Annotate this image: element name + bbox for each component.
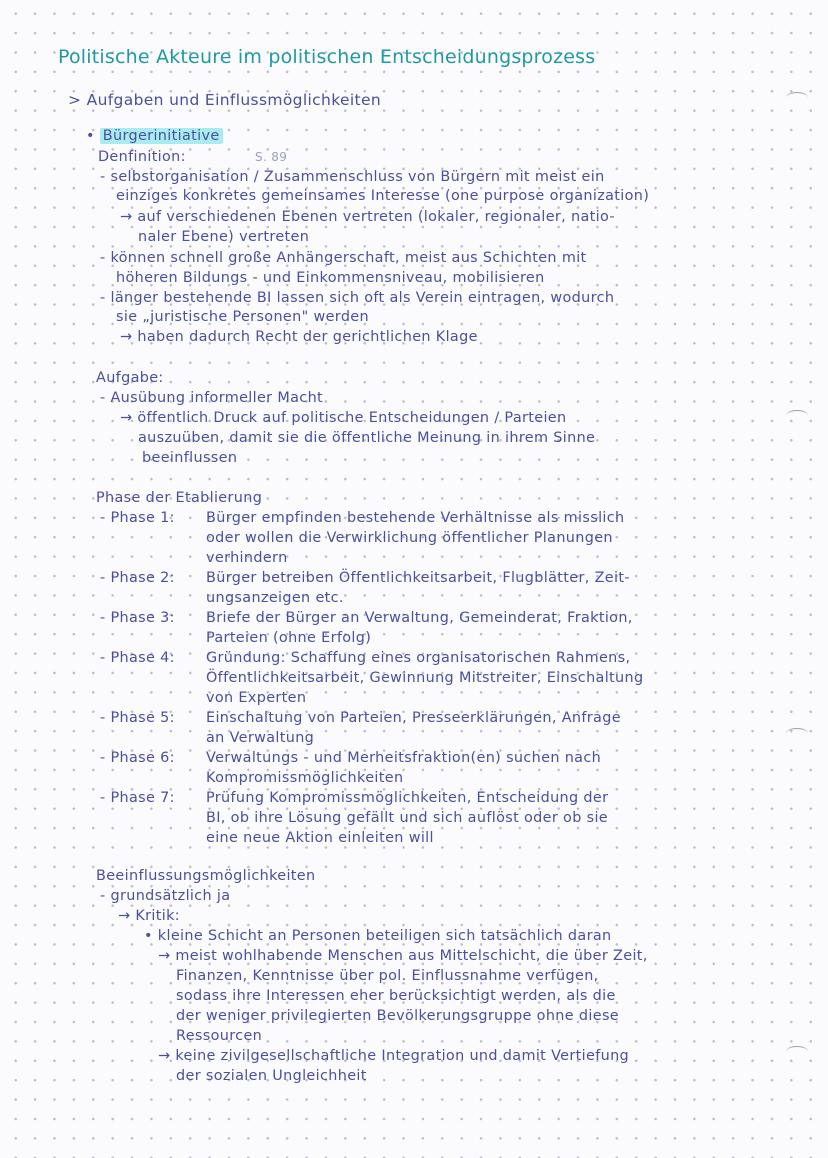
arrow-icon: → xyxy=(158,1048,171,1064)
aufgabe-line: → öffentlich Druck auf politische Entscheidungen / Parteien xyxy=(120,410,567,426)
page-reference: S. 89 xyxy=(255,150,288,164)
kritik-line: Finanzen, Kenntnisse über pol. Einflussnahme verfügen, xyxy=(176,968,599,984)
aufgabe-line: auszuüben, damit sie die öffentliche Meinung in ihrem Sinne xyxy=(138,430,596,446)
phase-text: Verwaltungs - und Merheitsfraktion(en) suchen nach xyxy=(206,750,602,766)
definition-line: → auf verschiedenen Ebenen vertreten (lokaler, regionaler, natio- xyxy=(120,209,615,225)
phase-3: - Phase 3: xyxy=(100,610,175,626)
phase-1: - Phase 1: xyxy=(100,510,175,526)
aufgabe-heading: Aufgabe: xyxy=(96,370,164,386)
phase-4: - Phase 4: xyxy=(100,650,175,666)
kritik-line: → meist wohlhabende Menschen aus Mittelschicht, die über Zeit, xyxy=(158,948,648,964)
definition-line: einziges konkretes gemeinsames Interesse (one purpose organization) xyxy=(116,188,650,204)
phase-text: Bürger betreiben Öffentlichkeitsarbeit, Flugblätter, Zeit- xyxy=(206,570,630,586)
phase-text: Öffentlichkeitsarbeit, Gewinnung Mitstreiter, Einschaltung xyxy=(206,670,644,686)
phase-text: Kompromissmöglichkeiten xyxy=(206,770,404,786)
definition-line: - können schnell große Anhängerschaft, meist aus Schichten mit xyxy=(100,250,587,266)
einfluss-line: - grundsätzlich ja xyxy=(100,888,231,904)
definition-line: sie „juristische Personen" werden xyxy=(116,309,369,325)
phase-text: von Experten xyxy=(206,690,307,706)
arrow-icon: → xyxy=(118,908,131,924)
phase-2: - Phase 2: xyxy=(100,570,175,586)
definition-line: - selbstorganisation / Zusammenschluss von Bürgern mit meist ein xyxy=(100,169,605,185)
arrow-icon: → xyxy=(120,329,133,345)
definition-label: Denfinition: xyxy=(98,149,186,165)
kritik-line: Ressourcen xyxy=(176,1028,263,1044)
phase-text: Prüfung Kompromissmöglichkeiten, Entscheidung der xyxy=(206,790,609,806)
subtitle-marker: > xyxy=(68,91,82,109)
section-heading-buergerinitiative xyxy=(86,126,223,146)
einfluss-heading: Beeinflussungsmöglichkeiten xyxy=(96,868,316,884)
phase-text: an Verwaltung xyxy=(206,730,315,746)
page-title: Politische Akteure im politischen Entscheidungsprozess xyxy=(58,46,596,68)
definition-line: - länger bestehende BI lassen sich oft als Verein eintragen, wodurch xyxy=(100,290,615,306)
arrow-icon: → xyxy=(158,948,171,964)
arrow-icon: → xyxy=(120,209,133,225)
definition-line: naler Ebene) vertreten xyxy=(138,229,310,245)
margin-mark xyxy=(786,410,808,421)
margin-mark xyxy=(786,728,808,739)
bullet: • xyxy=(86,128,95,144)
phase-text: Parteien (ohne Erfolg) xyxy=(206,630,372,646)
phasen-heading: Phase der Etablierung xyxy=(96,490,263,506)
definition-line: höheren Bildungs - und Einkommensniveau, mobilisieren xyxy=(116,270,545,286)
phase-text: Briefe der Bürger an Verwaltung, Gemeinderat, Fraktion, xyxy=(206,610,633,626)
kritik-label: → Kritik: xyxy=(118,908,180,924)
phase-text: eine neue Aktion einleiten will xyxy=(206,830,434,846)
phase-5: - Phase 5: xyxy=(100,710,175,726)
definition-line: → haben dadurch Recht der gerichtlichen Klage xyxy=(120,329,478,345)
phase-text: oder wollen die Verwirklichung öffentlicher Planungen xyxy=(206,530,613,546)
margin-mark xyxy=(786,1046,808,1057)
kritik-line: • kleine Schicht an Personen beteiligen sich tatsächlich daran xyxy=(144,928,612,944)
subtitle: > Aufgaben und Einflussmöglichkeiten xyxy=(68,91,382,109)
phase-text: Bürger empfinden bestehende Verhältnisse als misslich xyxy=(206,510,625,526)
bullet: • xyxy=(144,928,153,944)
arrow-icon: → xyxy=(120,410,133,426)
aufgabe-line: - Ausübung informeller Macht xyxy=(100,390,324,406)
phase-7: - Phase 7: xyxy=(100,790,175,806)
margin-mark xyxy=(786,92,808,103)
highlighted-term: Bürgerinitiative xyxy=(100,128,223,144)
phase-text: Einschaltung von Parteien, Presseerklärungen, Anfrage xyxy=(206,710,621,726)
phase-text: verhindern xyxy=(206,550,288,566)
kritik-line: → keine zivilgesellschaftliche Integration und damit Vertiefung xyxy=(158,1048,630,1064)
kritik-line: der weniger privilegierten Bevölkerungsgruppe ohne diese xyxy=(176,1008,619,1024)
aufgabe-line: beeinflussen xyxy=(142,450,238,466)
kritik-line: der sozialen Ungleichheit xyxy=(176,1068,367,1084)
phase-text: Gründung: Schaffung eines organisatorischen Rahmens, xyxy=(206,650,631,666)
phase-text: ungsanzeigen etc. xyxy=(206,590,344,606)
phase-text: BI, ob ihre Lösung gefällt und sich auflöst oder ob sie xyxy=(206,810,608,826)
kritik-line: sodass ihre Interessen eher berücksichtigt werden, als die xyxy=(176,988,616,1004)
phase-6: - Phase 6: xyxy=(100,750,175,766)
